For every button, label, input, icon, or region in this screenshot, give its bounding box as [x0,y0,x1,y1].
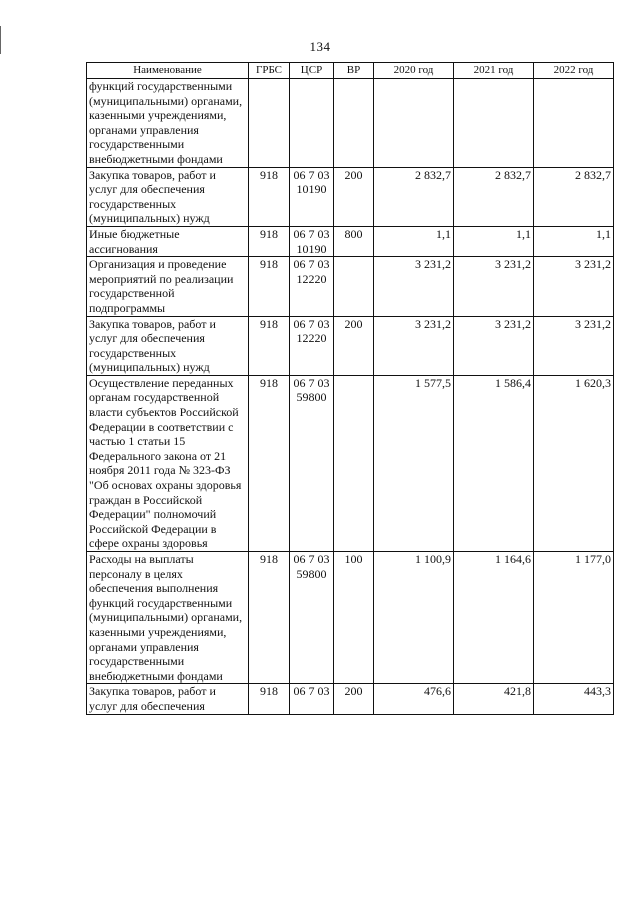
row-2021: 1 164,6 [454,552,534,684]
row-name: функций государственными (муниципальными) органами, казенными учреждениями, органами управления государственными внебюджетными фондами [87,79,249,168]
header-2021: 2021 год [454,63,534,79]
row-2020: 1 577,5 [374,375,454,551]
row-2020: 2 832,7 [374,167,454,226]
row-2022: 1,1 [534,226,614,256]
row-grbs: 918 [249,257,290,316]
page-number: 134 [309,39,331,54]
row-vr [334,375,374,551]
row-2021: 421,8 [454,684,534,714]
row-vr: 100 [334,552,374,684]
row-csr [290,79,334,168]
row-2021: 1,1 [454,226,534,256]
row-csr: 06 7 03 12220 [290,316,334,375]
row-vr [334,257,374,316]
row-vr: 200 [334,684,374,714]
row-name: Закупка товаров, работ и услуг для обеспечения государственных (муниципальных) нужд [87,316,249,375]
budget-table [86,62,614,715]
table-row [87,684,614,714]
row-csr: 06 7 03 59800 [290,552,334,684]
table-row [87,375,614,551]
row-csr: 06 7 03 59800 [290,375,334,551]
row-csr: 06 7 03 10190 [290,226,334,256]
row-grbs: 918 [249,226,290,256]
row-2020: 1,1 [374,226,454,256]
row-2021: 2 832,7 [454,167,534,226]
row-2022: 1 177,0 [534,552,614,684]
row-2022: 3 231,2 [534,257,614,316]
row-grbs: 918 [249,375,290,551]
row-vr [334,79,374,168]
row-grbs: 918 [249,316,290,375]
row-2020: 1 100,9 [374,552,454,684]
row-2020: 3 231,2 [374,316,454,375]
row-grbs: 918 [249,167,290,226]
row-2022: 1 620,3 [534,375,614,551]
row-2022 [534,79,614,168]
row-2022: 443,3 [534,684,614,714]
header-vr: ВР [334,63,374,79]
header-grbs: ГРБС [249,63,290,79]
row-name: Закупка товаров, работ и услуг для обеспечения [87,684,249,714]
row-2022: 3 231,2 [534,316,614,375]
row-name: Осуществление переданных органам государственной власти субъектов Российской Федерации в соответствии с частью 1 статьи 15 Федерального закона от 21 ноября 2011 года № 323-ФЗ "Об основах охраны здоровья граждан в Российской Федерации" полномочий Российской Федерации в сфере охраны здоровья [87,375,249,551]
table-row [87,226,614,256]
table-row [87,257,614,316]
row-name: Организация и проведение мероприятий по реализации государственной подпрограммы [87,257,249,316]
table-row [87,552,614,684]
table-row [87,167,614,226]
row-2022: 2 832,7 [534,167,614,226]
table-row [87,316,614,375]
row-csr: 06 7 03 [290,684,334,714]
row-csr: 06 7 03 10190 [290,167,334,226]
row-vr: 200 [334,167,374,226]
row-2020: 476,6 [374,684,454,714]
row-name: Иные бюджетные ассигнования [87,226,249,256]
row-2021: 3 231,2 [454,257,534,316]
header-name: Наименование [87,63,249,79]
row-name: Расходы на выплаты персоналу в целях обеспечения выполнения функций государственными (муниципальными) органами, казенными учреждениями, органами управления государственными внебюджетными фондами [87,552,249,684]
header-csr: ЦСР [290,63,334,79]
row-grbs: 918 [249,684,290,714]
header-2022: 2022 год [534,63,614,79]
table-header-row [87,63,614,79]
row-grbs: 918 [249,552,290,684]
row-vr: 800 [334,226,374,256]
row-2020 [374,79,454,168]
header-2020: 2020 год [374,63,454,79]
row-csr: 06 7 03 12220 [290,257,334,316]
row-2021: 1 586,4 [454,375,534,551]
row-vr: 200 [334,316,374,375]
row-name: Закупка товаров, работ и услуг для обеспечения государственных (муниципальных) нужд [87,167,249,226]
row-grbs [249,79,290,168]
table-row [87,79,614,168]
row-2021 [454,79,534,168]
row-2021: 3 231,2 [454,316,534,375]
row-2020: 3 231,2 [374,257,454,316]
